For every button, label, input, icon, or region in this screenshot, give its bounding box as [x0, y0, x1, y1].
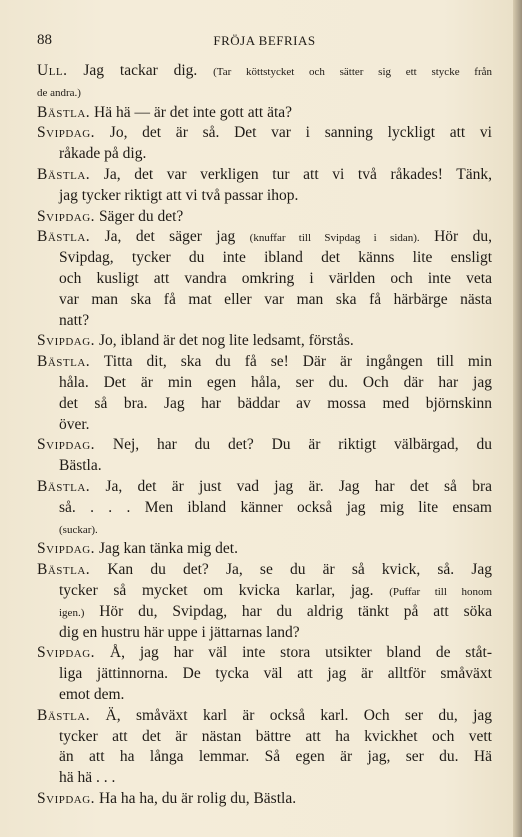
page-edge: [513, 0, 522, 837]
dialogue-text: över.: [59, 415, 90, 433]
dialogue-text: Hör du, Svipdag, har du aldrig tänkt på att söka: [84, 602, 492, 620]
continuation-line: [59, 684, 492, 706]
speaker-name: Bästla.: [37, 561, 91, 579]
dialogue-text: råkade på dig.: [59, 145, 147, 163]
dialogue-text: det så bra. Jag har bäddar av mossa med björnskinn: [59, 394, 492, 412]
continuation-line: [37, 81, 492, 103]
speaker-name: Bästla.: [37, 228, 91, 246]
dialogue-text: så. . . . Men ibland känner också jag mig lite ensam: [59, 498, 492, 516]
stage-direction: (Puffar till honom: [389, 586, 493, 598]
dialogue-text: Hä hä — är det inte gott att äta?: [94, 103, 293, 121]
dialogue-text: Ja, det var verkligen tur att vi två råkades! Tänk,: [103, 166, 493, 183]
speech-line: [37, 788, 492, 810]
dialogue-text: var man ska få mat eller var man ska få härbärge nästa: [59, 290, 492, 308]
dialogue-text: dig en hustru här uppe i jättarnas land?: [59, 623, 300, 641]
continuation-line: [59, 580, 492, 602]
page-number: 88: [37, 32, 52, 48]
speech-line: [37, 559, 492, 581]
speaker-name: Svipdag.: [37, 332, 96, 350]
continuation-line: [59, 268, 492, 290]
continuation-line: [59, 518, 492, 540]
speech-line: [37, 206, 492, 228]
dialogue-text: Svipdag, tycker du inte ibland det känns lite ensligt: [59, 249, 492, 267]
speech-line: [37, 476, 492, 498]
dialogue-text: tycker att det är nästan bättre att ha kvickhet och vett: [59, 727, 492, 745]
speaker-name: Bästla.: [37, 166, 91, 183]
continuation-line: [59, 746, 492, 768]
continuation-line: [59, 663, 492, 685]
stage-direction: (Tar köttstycket och sätter sig ett stycke från: [213, 66, 493, 78]
dialogue-text: tycker så mycket om kvicka karlar, jag.: [59, 582, 390, 599]
dialogue-text: Jag kan tänka mig det.: [98, 540, 238, 558]
speaker-name: Bästla.: [37, 706, 91, 724]
dialogue-text: Bästla.: [59, 457, 102, 475]
continuation-line: [59, 767, 492, 789]
speaker-name: Svipdag.: [37, 436, 96, 454]
continuation-line: [59, 289, 492, 311]
continuation-line: [59, 185, 492, 207]
continuation-line: [59, 622, 492, 644]
stage-direction: de andra.): [37, 86, 81, 99]
speaker-name: Ull.: [37, 62, 68, 79]
speaker-name: Bästla.: [37, 353, 91, 371]
dialogue-text: Ä, småväxt karl är också karl. Och ser du, jag: [105, 706, 493, 724]
stage-direction: igen.): [59, 606, 85, 619]
dialogue-text: Jag tackar dig.: [83, 62, 214, 79]
stage-direction: (knuffar till Svipdag i sidan).: [249, 232, 420, 245]
dialogue-text: Ja, det säger jag: [104, 228, 250, 246]
dialogue-text: Å, jag har väl inte stora utsikter bland de ståt-: [109, 644, 492, 662]
dialogue-text: och kusligt att vandra omkring i världen och inte veta: [59, 270, 492, 287]
dialogue-text: emot dem.: [59, 686, 125, 703]
dialogue-text: än att ha långa lemmar. Så egen är jag, ser du. Hä: [59, 748, 492, 766]
page-header: [37, 32, 492, 54]
speaker-name: Svipdag.: [37, 644, 96, 662]
dialogue-text: Kan du det? Ja, se du är så kvick, så. Jag: [107, 561, 492, 579]
dialogue-text: Titta dit, ska du få se! Där är ingången till min: [103, 353, 492, 371]
speaker-name: Svipdag.: [37, 124, 96, 142]
stage-direction: (suckar).: [59, 523, 98, 536]
speech-line: [37, 330, 492, 352]
running-head: FRÖJA BEFRIAS: [213, 33, 316, 48]
speech-line: [37, 122, 492, 144]
dialogue-text: Ja, det är just vad jag är. Jag har det så bra: [105, 478, 492, 495]
speech-line: [37, 102, 492, 124]
continuation-line: [59, 143, 492, 165]
dialogue-text: jag tycker riktigt att vi två passar ihop.: [59, 186, 299, 204]
dialogue-text: Ha ha ha, du är rolig du, Bästla.: [98, 790, 297, 807]
dialogue-text: natt?: [59, 311, 90, 329]
speaker-name: Bästla.: [37, 103, 91, 121]
dialogue-text: Jo, ibland är det nog lite ledsamt, förstås.: [98, 332, 354, 350]
dialogue-text: hä hä . . .: [59, 769, 116, 787]
continuation-line: [59, 247, 492, 269]
continuation-line: [59, 601, 492, 623]
speech-line: [37, 642, 492, 664]
speaker-name: Svipdag.: [37, 207, 96, 225]
continuation-line: [59, 414, 492, 436]
speech-line: [37, 60, 492, 82]
speaker-name: Bästla.: [37, 478, 91, 495]
dialogue-text: Säger du det?: [98, 207, 184, 225]
continuation-line: [59, 726, 492, 748]
speech-line: [37, 538, 492, 560]
dialogue-text: Jo, det är så. Det var i sanning lyckligt att vi: [109, 124, 492, 142]
speech-line: [37, 164, 492, 186]
continuation-line: [59, 310, 492, 332]
speech-line: [37, 226, 492, 248]
continuation-line: [59, 393, 492, 415]
speaker-name: Svipdag.: [37, 790, 96, 807]
dialogue-text: håla. Det är min egen håla, ser du. Och där har jag: [59, 374, 492, 391]
dialogue-text: Nej, har du det? Du är riktigt välbärgad, du: [112, 436, 493, 454]
continuation-line: [59, 497, 492, 519]
continuation-line: [59, 455, 492, 477]
speech-line: [37, 351, 492, 373]
continuation-line: [59, 372, 492, 394]
dialogue-text: Hör du,: [419, 228, 492, 246]
speaker-name: Svipdag.: [37, 540, 96, 558]
speech-line: [37, 705, 492, 727]
speech-line: [37, 434, 492, 456]
dialogue-text: liga jättinnorna. De tycka väl att jag är alltför småväxt: [59, 665, 492, 683]
